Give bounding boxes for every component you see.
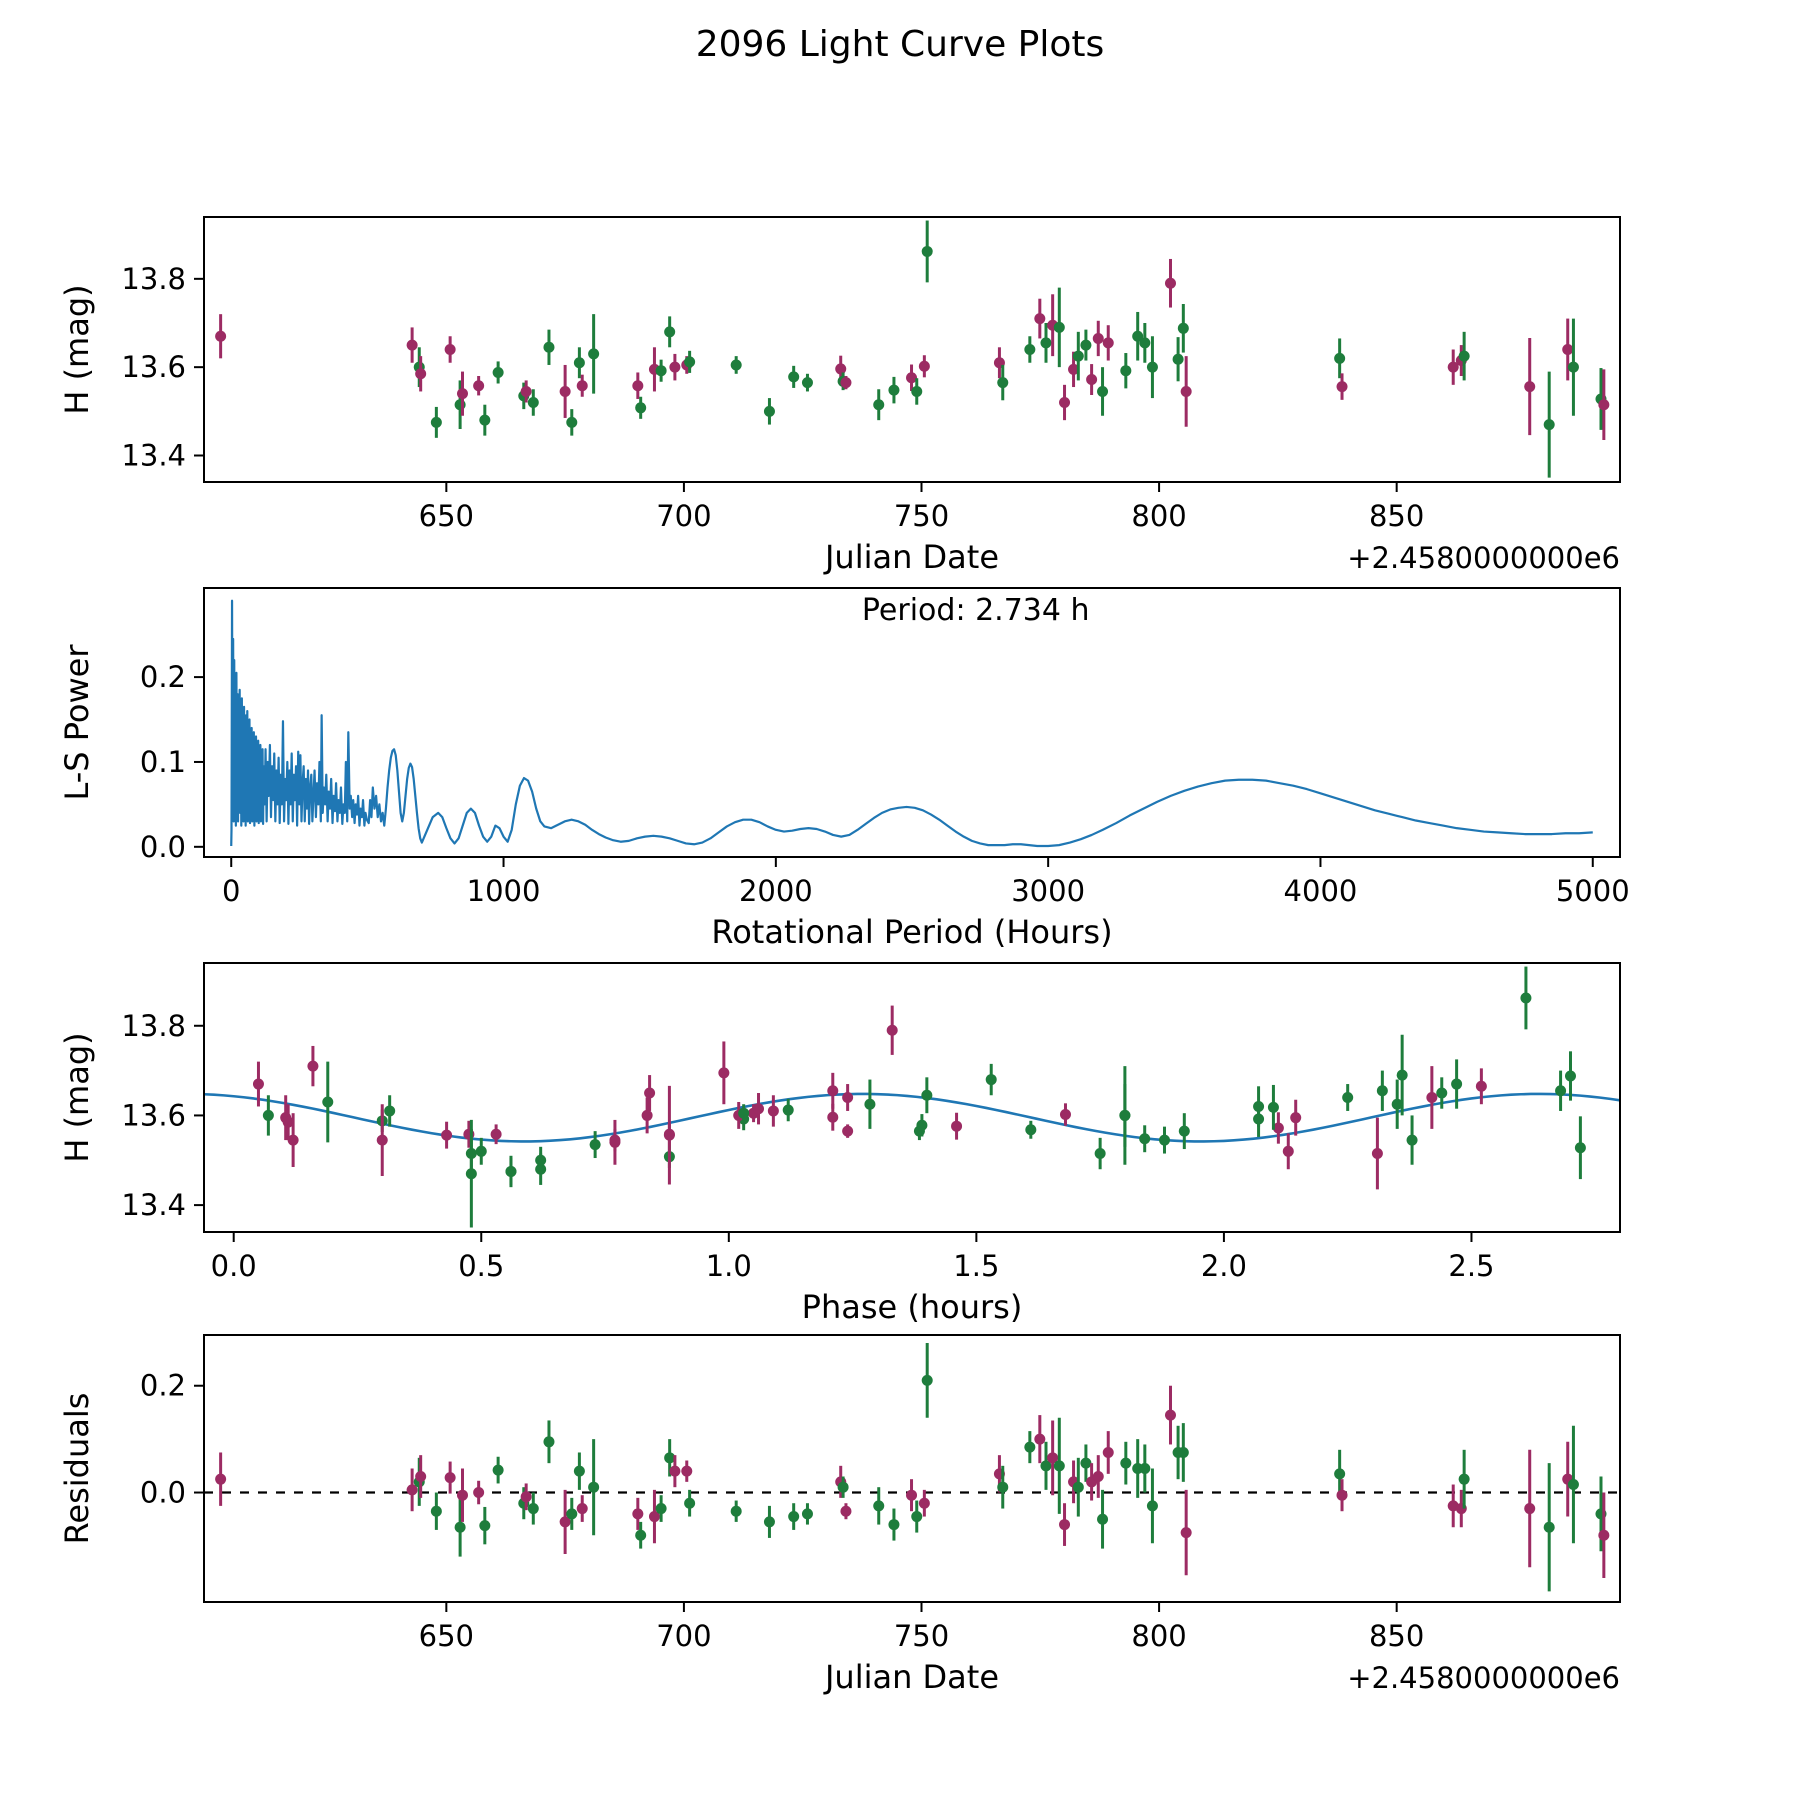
data-point <box>528 1503 539 1514</box>
data-point <box>919 361 930 372</box>
data-point <box>788 371 799 382</box>
data-point <box>1024 344 1035 355</box>
data-point <box>1436 1088 1447 1099</box>
data-point <box>997 1482 1008 1493</box>
data-point <box>764 406 775 417</box>
data-point <box>1407 1135 1418 1146</box>
data-point <box>731 359 742 370</box>
phased-data-layer <box>204 967 1620 1228</box>
data-point <box>1059 397 1070 408</box>
data-point <box>445 344 456 355</box>
data-point <box>479 1520 490 1531</box>
x-tick-label: 650 <box>418 1619 475 1653</box>
data-point <box>1093 1471 1104 1482</box>
y-tick-label: 13.6 <box>121 1098 186 1133</box>
data-point <box>1451 1079 1462 1090</box>
data-point <box>1097 386 1108 397</box>
data-point <box>951 1121 962 1132</box>
data-point <box>1093 333 1104 344</box>
x-tick-label: 0 <box>222 874 241 908</box>
data-point <box>888 1519 899 1530</box>
x-tick-label: 0.5 <box>458 1249 505 1283</box>
y-tick-label: 13.8 <box>121 1008 186 1043</box>
data-point <box>280 1112 291 1123</box>
data-point <box>609 1135 620 1146</box>
data-point <box>263 1110 274 1121</box>
x-tick-label: 4000 <box>1283 874 1358 908</box>
data-point <box>669 1466 680 1477</box>
periodogram-line <box>231 601 1593 846</box>
period-annotation: Period: 2.734 h <box>861 593 1090 628</box>
data-point <box>466 1168 477 1179</box>
data-point <box>543 342 554 353</box>
data-point <box>1334 353 1345 364</box>
y-tick-label: 13.6 <box>121 350 186 385</box>
data-point <box>1165 278 1176 289</box>
data-point <box>415 368 426 379</box>
data-point <box>457 1490 468 1501</box>
data-point <box>911 386 922 397</box>
phased-panel <box>58 963 1620 1326</box>
x-tick-label: 700 <box>656 499 712 533</box>
data-point <box>407 340 418 351</box>
y-tick-label: 13.4 <box>121 438 186 473</box>
data-point <box>253 1079 264 1090</box>
x-tick-label: 0.0 <box>210 1249 257 1283</box>
data-point <box>431 417 442 428</box>
data-point <box>1598 1530 1609 1541</box>
data-point <box>1178 323 1189 334</box>
data-point <box>838 1482 849 1493</box>
lightcurve-x-axis-label: Julian Date <box>824 538 1000 576</box>
data-point <box>574 1466 585 1477</box>
data-point <box>664 1130 675 1141</box>
lightcurve-data-layer <box>215 221 1609 478</box>
data-point <box>664 326 675 337</box>
data-point <box>1147 1500 1158 1511</box>
data-point <box>441 1130 452 1141</box>
data-point <box>997 377 1008 388</box>
data-point <box>377 1135 388 1146</box>
data-point <box>566 417 577 428</box>
x-tick-label: 700 <box>656 1619 712 1653</box>
data-point <box>560 386 571 397</box>
y-tick-label: 0.0 <box>139 829 186 864</box>
x-tick-label: 800 <box>1131 499 1187 533</box>
data-point <box>1290 1112 1301 1123</box>
data-point <box>1562 344 1573 355</box>
data-point <box>1086 374 1097 385</box>
data-point <box>1544 419 1555 430</box>
x-tick-label: 1.5 <box>953 1249 1000 1283</box>
phased-y-axis-label: H (mag) <box>58 1032 96 1163</box>
data-point <box>1080 340 1091 351</box>
data-point <box>1040 337 1051 348</box>
data-point <box>635 402 646 413</box>
data-point <box>1165 1410 1176 1421</box>
data-point <box>1253 1101 1264 1112</box>
data-point <box>788 1511 799 1522</box>
periodogram-y-axis-label: L-S Power <box>58 644 96 801</box>
data-point <box>906 1490 917 1501</box>
residuals-data-layer <box>204 1343 1620 1591</box>
data-point <box>1334 1468 1345 1479</box>
data-point <box>1568 362 1579 373</box>
lightcurve-axes-frame <box>204 217 1620 482</box>
data-point <box>1103 337 1114 348</box>
data-point <box>1173 354 1184 365</box>
data-point <box>431 1506 442 1517</box>
sinusoid-fit-line <box>204 1094 1620 1142</box>
data-point <box>1103 1447 1114 1458</box>
data-point <box>588 1482 599 1493</box>
data-point <box>1377 1085 1388 1096</box>
x-tick-label: 800 <box>1131 1619 1187 1653</box>
x-tick-label: 750 <box>893 499 950 533</box>
y-tick-label: 13.4 <box>121 1188 186 1223</box>
data-point <box>1342 1092 1353 1103</box>
data-point <box>1598 399 1609 410</box>
data-point <box>505 1166 516 1177</box>
data-point <box>1080 1458 1091 1469</box>
x-tick-label: 2000 <box>738 874 813 908</box>
data-point <box>521 1491 532 1502</box>
data-point <box>307 1061 318 1072</box>
data-point <box>1178 1447 1189 1458</box>
x-tick-label: 850 <box>1368 499 1425 533</box>
data-point <box>1392 1099 1403 1110</box>
data-point <box>1397 1070 1408 1081</box>
y-tick-label: 0.0 <box>139 1475 186 1510</box>
data-point <box>322 1096 333 1107</box>
x-tick-label: 2.5 <box>1448 1249 1495 1283</box>
data-point <box>656 365 667 376</box>
data-point <box>669 362 680 373</box>
periodogram-x-axis-label: Rotational Period (Hours) <box>711 913 1113 951</box>
data-point <box>681 1466 692 1477</box>
data-point <box>1139 1133 1150 1144</box>
data-point <box>783 1105 794 1116</box>
data-point <box>590 1139 601 1150</box>
data-point <box>1120 1458 1131 1469</box>
data-point <box>445 1472 456 1483</box>
data-point <box>1337 1490 1348 1501</box>
data-point <box>215 1474 226 1485</box>
data-point <box>1568 1479 1579 1490</box>
residuals-y-axis-label: Residuals <box>58 1392 96 1545</box>
data-point <box>1095 1148 1106 1159</box>
data-point <box>914 1126 925 1137</box>
data-point <box>1544 1522 1555 1533</box>
data-point <box>873 399 884 410</box>
data-point <box>1575 1142 1586 1153</box>
x-tick-label: 750 <box>893 1619 950 1653</box>
data-point <box>1520 992 1531 1003</box>
data-point <box>415 1471 426 1482</box>
data-point <box>718 1067 729 1078</box>
data-point <box>840 377 851 388</box>
data-point <box>1025 1124 1036 1135</box>
data-point <box>922 1375 933 1386</box>
data-point <box>1476 1081 1487 1092</box>
data-point <box>632 380 643 391</box>
x-tick-label: 5000 <box>1555 874 1630 908</box>
residuals-axes-frame <box>204 1335 1620 1602</box>
data-point <box>986 1074 997 1085</box>
data-point <box>873 1500 884 1511</box>
data-point <box>1073 351 1084 362</box>
data-point <box>887 1025 898 1036</box>
data-point <box>731 1506 742 1517</box>
data-point <box>1054 1460 1065 1471</box>
residuals-panel <box>58 1335 1620 1696</box>
data-point <box>1555 1085 1566 1096</box>
data-point <box>864 1099 875 1110</box>
data-point <box>632 1508 643 1519</box>
data-point <box>588 348 599 359</box>
periodogram-data-layer <box>231 601 1593 846</box>
data-point <box>1283 1146 1294 1157</box>
data-point <box>840 1506 851 1517</box>
data-point <box>1059 1519 1070 1530</box>
data-point <box>802 377 813 388</box>
data-point <box>827 1112 838 1123</box>
data-point <box>642 1110 653 1121</box>
x-tick-label: 3000 <box>1011 874 1086 908</box>
data-point <box>842 1092 853 1103</box>
data-point <box>764 1516 775 1527</box>
data-point <box>768 1105 779 1116</box>
data-point <box>1097 1514 1108 1525</box>
data-point <box>1181 1527 1192 1538</box>
y-tick-label: 13.8 <box>121 261 186 296</box>
data-point <box>577 1503 588 1514</box>
residuals-x-axis-label: Julian Date <box>824 1658 1000 1696</box>
data-point <box>802 1508 813 1519</box>
lightcurve-panel <box>58 217 1620 576</box>
data-point <box>919 1498 930 1509</box>
data-point <box>921 1090 932 1101</box>
data-point <box>479 415 490 426</box>
data-point <box>1119 1110 1130 1121</box>
data-point <box>1060 1109 1071 1120</box>
data-point <box>1139 1463 1150 1474</box>
axis-offset-text: +2.4580000000e6 <box>1347 541 1620 575</box>
lightcurve-y-axis-label: H (mag) <box>58 284 96 415</box>
data-point <box>473 380 484 391</box>
data-point <box>455 1522 466 1533</box>
data-point <box>1073 1482 1084 1493</box>
data-point <box>1024 1442 1035 1453</box>
data-point <box>1426 1092 1437 1103</box>
data-point <box>1054 322 1065 333</box>
data-point <box>566 1508 577 1519</box>
data-point <box>1159 1135 1170 1146</box>
data-point <box>543 1436 554 1447</box>
x-tick-label: 2.0 <box>1200 1249 1247 1283</box>
periodogram-panel <box>58 588 1630 951</box>
data-point <box>1179 1126 1190 1137</box>
y-tick-label: 0.1 <box>139 744 186 779</box>
data-point <box>528 397 539 408</box>
data-point <box>827 1085 838 1096</box>
data-point <box>738 1108 749 1119</box>
data-point <box>288 1135 299 1146</box>
data-point <box>473 1487 484 1498</box>
data-point <box>1459 1474 1470 1485</box>
data-point <box>753 1103 764 1114</box>
x-tick-label: 1000 <box>466 874 541 908</box>
data-point <box>535 1155 546 1166</box>
data-point <box>1139 337 1150 348</box>
data-point <box>491 1129 502 1140</box>
data-point <box>644 1088 655 1099</box>
data-point <box>493 1465 504 1476</box>
data-point <box>521 386 532 397</box>
phased-x-axis-label: Phase (hours) <box>801 1288 1023 1326</box>
data-point <box>1120 365 1131 376</box>
data-point <box>842 1126 853 1137</box>
y-tick-label: 0.2 <box>139 1368 186 1403</box>
data-point <box>1034 313 1045 324</box>
data-point <box>457 388 468 399</box>
data-point <box>888 385 899 396</box>
data-point <box>911 1511 922 1522</box>
data-point <box>684 356 695 367</box>
figure-title: 2096 Light Curve Plots <box>695 24 1105 65</box>
x-tick-label: 650 <box>418 499 475 533</box>
x-tick-label: 850 <box>1368 1619 1425 1653</box>
data-point <box>656 1503 667 1514</box>
data-point <box>1181 386 1192 397</box>
data-point <box>476 1146 487 1157</box>
axis-offset-text: +2.4580000000e6 <box>1347 1661 1620 1695</box>
data-point <box>1459 351 1470 362</box>
data-point <box>1337 381 1348 392</box>
data-point <box>574 357 585 368</box>
data-point <box>922 246 933 257</box>
data-point <box>215 331 226 342</box>
data-point <box>635 1530 646 1541</box>
y-tick-label: 0.2 <box>139 660 186 695</box>
data-point <box>1372 1148 1383 1159</box>
data-point <box>1034 1434 1045 1445</box>
x-tick-label: 1.0 <box>705 1249 752 1283</box>
data-point <box>1565 1070 1576 1081</box>
data-point <box>1524 381 1535 392</box>
data-point <box>1147 362 1158 373</box>
data-point <box>1524 1503 1535 1514</box>
data-point <box>493 367 504 378</box>
data-point <box>577 380 588 391</box>
data-point <box>1268 1102 1279 1113</box>
data-point <box>684 1498 695 1509</box>
data-point <box>384 1105 395 1116</box>
